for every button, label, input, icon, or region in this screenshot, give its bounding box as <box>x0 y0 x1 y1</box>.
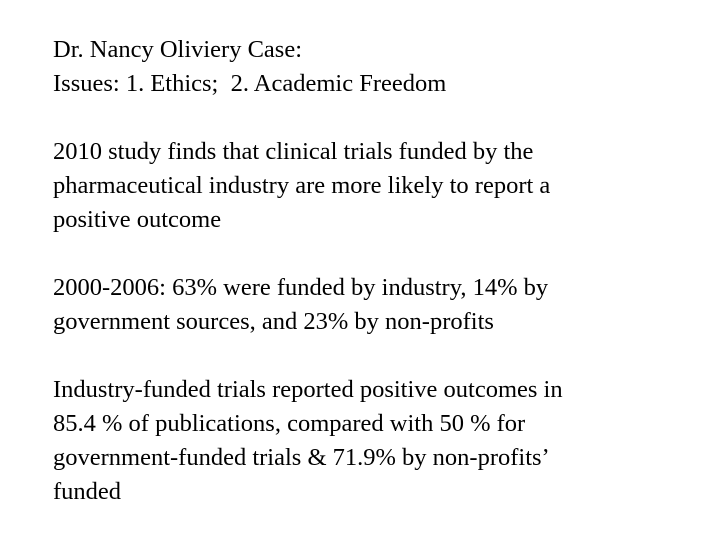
outcomes-line-2: 85.4 % of publications, compared with 50 % for <box>53 410 526 437</box>
issues-line: Issues: 1. Ethics; 2. Academic Freedom <box>53 70 447 97</box>
funding-line-2: government sources, and 23% by non-profits <box>53 308 494 335</box>
funding-paragraph <box>53 271 693 339</box>
study-line-2: pharmaceutical industry are more likely to report a <box>53 172 551 199</box>
slide-content <box>53 33 693 509</box>
funding-line-1: 2000-2006: 63% were funded by industry, 14% by <box>53 274 549 301</box>
outcomes-line-3: government-funded trials & 71.9% by non-profits’ <box>53 444 550 471</box>
case-title: Dr. Nancy Oliviery Case: <box>53 36 303 63</box>
slide-heading <box>53 33 693 101</box>
outcomes-line-4: funded <box>53 478 122 505</box>
study-paragraph <box>53 135 693 237</box>
outcomes-line-1: Industry-funded trials reported positive outcomes in <box>53 376 563 403</box>
outcomes-paragraph <box>53 373 693 509</box>
study-line-3: positive outcome <box>53 206 222 233</box>
study-line-1: 2010 study finds that clinical trials funded by the <box>53 138 534 165</box>
